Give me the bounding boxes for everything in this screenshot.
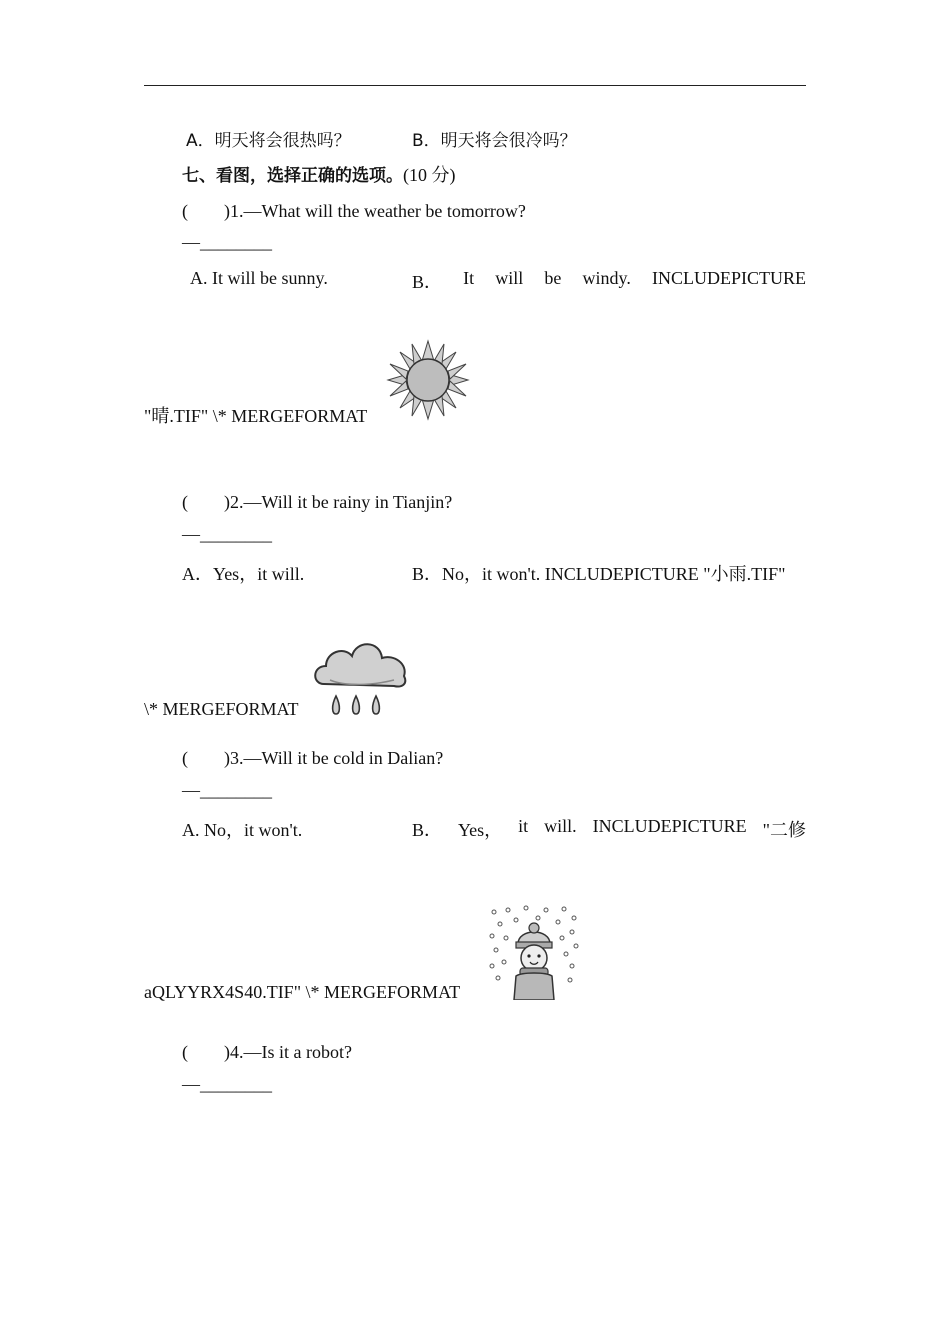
- option-b-word: "二修: [762, 820, 806, 840]
- option-b-word: B．: [412, 272, 443, 292]
- option-b-word: will.: [544, 816, 577, 836]
- option-b-word: B．: [412, 820, 443, 840]
- question-2-answer-blank: —________: [182, 524, 272, 544]
- rain-cloud-icon: [310, 630, 410, 718]
- sun-icon: [386, 339, 470, 421]
- option-b-word: INCLUDEPICTURE: [592, 816, 747, 836]
- prev-option-a: A．明天将会很热吗？: [186, 131, 351, 151]
- question-3-option-b: [412, 816, 806, 842]
- question-1-option-b: [412, 268, 806, 294]
- option-b-word: be: [544, 268, 562, 288]
- option-b-word: windy.: [582, 268, 631, 288]
- question-2-field-code: \* MERGEFORMAT: [144, 699, 299, 719]
- question-2-stem: ( )2.—Will it be rainy in Tianjin?: [182, 492, 453, 512]
- question-1-option-a: A. It will be sunny.: [190, 268, 328, 288]
- option-b-word: Yes，: [457, 820, 503, 840]
- question-3-option-a: A. No，it won't.: [182, 820, 303, 840]
- question-1-field-code: "晴.TIF" \* MERGEFORMAT: [144, 406, 368, 426]
- question-3-stem: ( )3.—Will it be cold in Dalian?: [182, 748, 444, 768]
- question-4-answer-blank: —________: [182, 1074, 272, 1094]
- question-1-answer-blank: —________: [182, 232, 272, 252]
- section-heading: [182, 161, 456, 187]
- question-2-option-b: B．No，it won't. INCLUDEPICTURE "小雨.TIF": [412, 564, 786, 584]
- section-title: 七、看图，选择正确的选项。: [182, 166, 403, 186]
- snow-child-icon: [486, 904, 582, 1000]
- question-1-stem: ( )1.—What will the weather be tomorrow?: [182, 201, 526, 221]
- prev-option-b: B．明天将会很冷吗？: [412, 131, 577, 151]
- section-score: (10 分): [403, 165, 456, 185]
- question-2-option-a: A．Yes，it will.: [182, 564, 305, 584]
- option-b-word: INCLUDEPICTURE: [652, 268, 806, 288]
- question-3-field-code: aQLYYRX4S40.TIF" \* MERGEFORMAT: [144, 982, 461, 1002]
- header-rule: [144, 85, 806, 86]
- question-3-answer-blank: —________: [182, 780, 272, 800]
- option-b-word: will: [495, 268, 524, 288]
- option-b-word: it: [518, 816, 529, 836]
- option-b-word: It: [463, 268, 475, 288]
- question-4-stem: ( )4.—Is it a robot?: [182, 1042, 352, 1062]
